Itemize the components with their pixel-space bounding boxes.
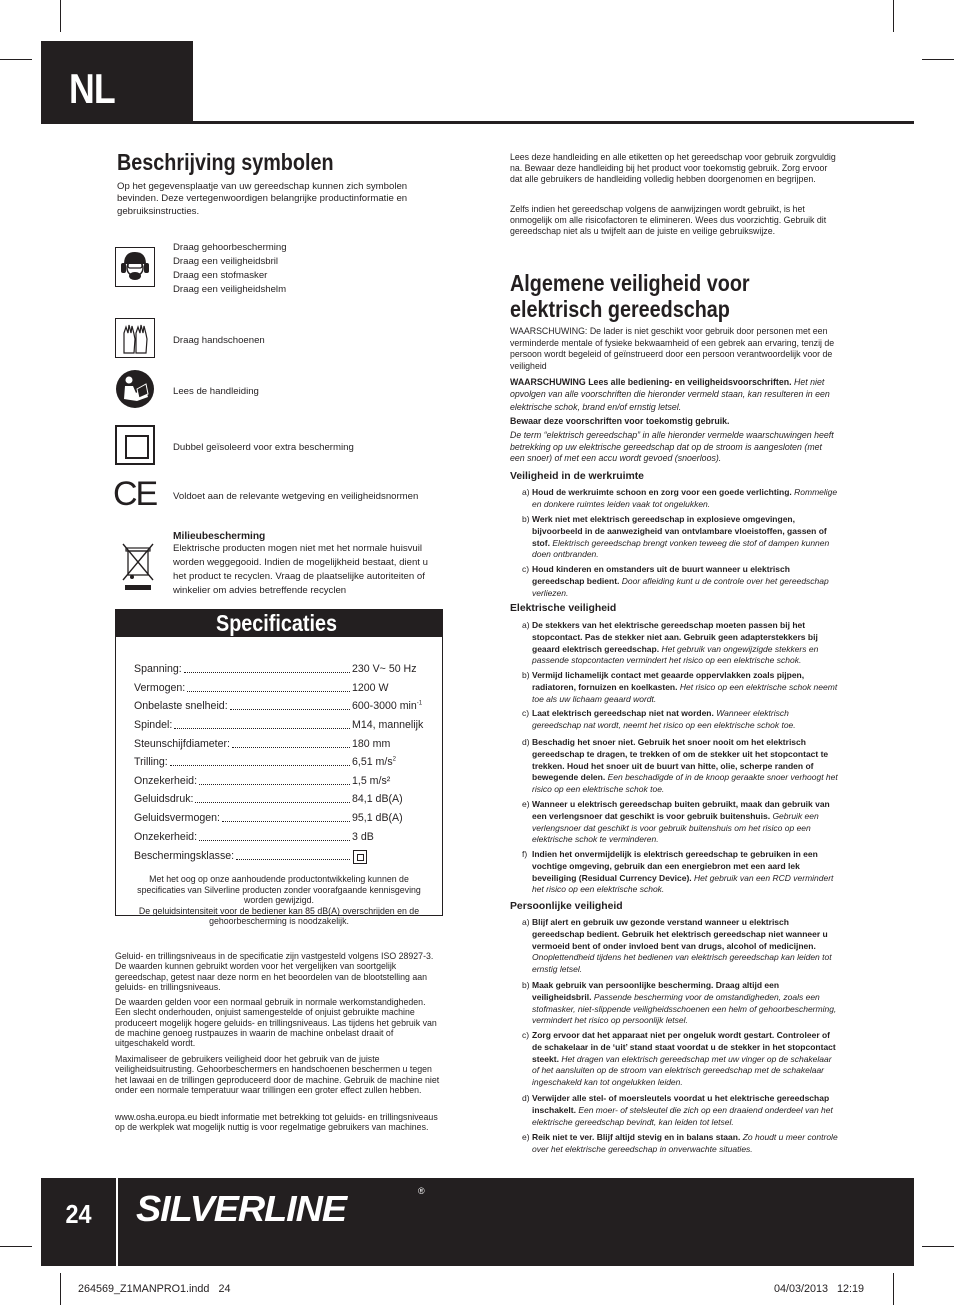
spec-row xyxy=(134,775,434,789)
spec-label: Steunschijfdiameter: xyxy=(134,738,230,750)
section-heading: Elektrische veiligheid xyxy=(510,603,617,614)
item-letter: f) xyxy=(522,849,528,859)
spec-value-text: 600-3000 min xyxy=(352,700,417,712)
crop-mark xyxy=(893,1273,894,1305)
item-reason: Door afleiding kunt u de controle over het gereedschap verliezen. xyxy=(532,575,829,598)
item-rule: Wanneer u elektrisch gereedschap buiten gebruikt, maak dan gebruik van een verlengsnoer dat geschikt is voor gebruik buitenshuis. xyxy=(532,799,830,821)
ppe-list xyxy=(173,241,287,297)
item-rule: Verwijder alle stel- of moersleutels voordat u het elektrische gereedschap inschakelt. xyxy=(532,1093,830,1115)
safety-item xyxy=(510,1093,838,1128)
spec-value-text: 6,51 m/s xyxy=(352,756,393,768)
item-rule: Reik niet te ver. Blijf altijd stevig en in balans staan. xyxy=(532,1132,741,1142)
item-letter: b) xyxy=(522,670,530,680)
spec-label: Geluidsvermogen: xyxy=(134,812,220,824)
spec-note-1: Met het oog op onze aanhoudende productontwikkeling kunnen de specificaties van Silverline producten zonder voorafgaande kennisgeving worden gewijzigd. xyxy=(137,874,421,906)
keep-text: Bewaar deze voorschriften voor toekomstig gebruik. xyxy=(510,416,730,426)
intro-paragraph: Zelfs indien het gereedschap volgens de aanwijzingen wordt gebruikt, is het onmogelijk om alle risicofactoren te elimineren. Wees dus voorzichtig. Gebruik dit gereedschap niet als u twijfelt aan de juiste en veilige gebruikswijze. xyxy=(510,204,827,237)
symbols-intro: Op het gegevensplaatje van uw gereedschap kunnen zich symbolen bevinden. Deze vertegenwoordigen belangrijke productinformatie en gebruiksinstructies. xyxy=(117,181,408,217)
item-rule: Houd kinderen en omstanders uit de buurt wanneer u elektrisch gereedschap bedient. xyxy=(532,564,790,586)
item-letter: c) xyxy=(522,564,530,574)
gloves-icon xyxy=(115,318,155,358)
item-rule: Indien het onvermijdelijk is elektrisch gereedschap te gebruiken in een vochtige omgeving, gebruik dan een energiebron met een aard lek beveiliging (Residual Currency Device). xyxy=(532,849,818,883)
warning-read-all-italic: Het niet opvolgen van alle voorschriften die hieronder vermeld staan, kan resulteren in een elektrische schok, brand en/of ernstig letsel. xyxy=(510,377,830,412)
crop-mark xyxy=(922,59,954,60)
item-reason: Rommelige en donkere ruimtes leiden vaak tot ongelukken. xyxy=(532,487,838,509)
spec-label: Geluidsdruk: xyxy=(134,793,194,805)
item-reason: Het gebruik van ongewijzigde stekkers en passende stopcontacten vermindert het risico op een elektrische schok. xyxy=(532,643,819,666)
item-reason: Het risico op een elektrische schok neemt toe als uw lichaam geaard wordt. xyxy=(532,681,838,704)
spec-row xyxy=(134,831,434,845)
double-insulated-label: Dubbel geïsoleerd voor extra bescherming xyxy=(173,442,354,453)
item-reason: Onoplettendheid tijdens het bedienen van elektrisch gereedschap kan leiden tot ernstig letsel. xyxy=(532,952,832,975)
protection-class-icon xyxy=(353,850,367,864)
spec-value xyxy=(352,831,374,843)
spec-value xyxy=(352,756,396,768)
item-rule: Zorg ervoor dat het apparaat niet per ongeluk wordt gestart. Controleer of de schakelaar in de ‘uit’ stand staat voordat u de stekker in het stopcontact steekt. xyxy=(532,1030,836,1064)
spec-value xyxy=(352,663,417,675)
spec-value-text: 3 dB xyxy=(352,831,374,843)
crop-mark xyxy=(60,0,61,32)
warning-read-all xyxy=(510,376,838,413)
safety-item xyxy=(510,849,838,896)
item-letter: a) xyxy=(522,917,530,927)
safety-item xyxy=(510,917,838,976)
spec-label: Onbelaste snelheid: xyxy=(134,700,228,712)
safety-item xyxy=(510,980,838,1027)
item-rule: Beschadig het snoer niet. Gebruik het snoer nooit om het elektrisch gereedschap te dragen, te trekken of om de stekker uit het stopcontact te trekken. Houd het snoer uit de buurt van hitte, olie, scherpe randen of bewegende delen. xyxy=(532,737,829,783)
spec-row xyxy=(134,738,434,752)
registered-mark: ® xyxy=(418,1186,425,1196)
spec-label: Spindel: xyxy=(134,719,173,731)
left-note: Geluid- en trillingsniveaus in de specificatie zijn vastgesteld volgens ISO 28927-3. De waarden kunnen gebruikt worden voor het vergelijken van soortgelijk gereedschap, getest naar deze norm en het beoordelen van de blootstelling aan geluids- en trillingsniveaus. xyxy=(115,951,434,992)
safety-item xyxy=(510,564,838,599)
spec-leader xyxy=(232,747,350,748)
spec-value xyxy=(352,812,403,824)
section-heading: Veiligheid in de werkruimte xyxy=(510,471,644,482)
ppe-item: Draag een veiligheidshelm xyxy=(173,284,287,295)
slug-date: 04/03/2013 12:19 xyxy=(774,1283,865,1295)
footer-divider xyxy=(116,1178,118,1266)
safety-item xyxy=(510,708,838,732)
ppe-icon xyxy=(115,247,155,287)
spec-note-2: De geluidsintensiteit voor de bediener kan 85 dB(A) overschrijden en de gehoorbescherming is noodzakelijk. xyxy=(138,905,420,927)
crop-mark xyxy=(0,1246,32,1247)
spec-row xyxy=(134,812,434,826)
spec-leader xyxy=(187,691,350,692)
item-letter: a) xyxy=(522,620,530,630)
crop-mark xyxy=(60,1273,61,1305)
left-note: De waarden gelden voor een normaal gebruik in normale werkomstandigheden. Een slecht onderhouden, onjuist samengestelde of onjuist gebruikte machine produceert mogelijk hogere geluids- en trillingsniveaus. Las tijdens het gebruik van de machine genoeg rustpauzes in waarin de machine onbelast draait of uitgeschakeld wordt. xyxy=(115,997,437,1049)
left-note: www.osha.europa.eu biedt informatie met betrekking tot geluids- en trillingsniveaus op de werkplek wat mogelijk nuttig is voor regelmatige gebruikers van machines. xyxy=(115,1112,438,1133)
item-rule: Houd de werkruimte schoon en zorg voor een goede verlichting. xyxy=(532,487,792,497)
spec-value xyxy=(352,719,423,731)
item-letter: b) xyxy=(522,980,530,990)
spec-value xyxy=(352,793,403,805)
double-insulation-icon xyxy=(115,425,155,465)
spec-value xyxy=(352,700,422,712)
spec-row xyxy=(134,756,434,770)
spec-value-text: 230 V~ 50 Hz xyxy=(352,663,417,675)
item-rule: Werk niet met elektrisch gereedschap in explosieve omgevingen, bijvoorbeeld in de aanwezigheid van ontvlambare vloeistoffen, gassen of stof. xyxy=(532,514,827,548)
spec-value xyxy=(352,738,390,750)
left-note: Maximaliseer de gebruikers veiligheid door het gebruik van de juiste veiligheidsuitrusting. Gehoorbeschermers en handschoenen beschermen u tegen het lawaai en de trillingen geproduceerd door de machine. Gebruik de machine niet onder een normale temperatuur waar trillingen een groter effect zullen hebben. xyxy=(115,1054,440,1095)
term-definition xyxy=(510,430,838,465)
spec-row xyxy=(134,682,434,696)
environment-title: Milieubescherming xyxy=(173,531,266,542)
spec-label: Spanning: xyxy=(134,663,182,675)
specifications-note xyxy=(128,874,430,927)
environment-text: Elektrische producten mogen niet met het normale huisvuil worden weggegooid. Indien de mogelijkheid bestaat, dient u het product te recyclen. Vraag de plaatselijke autoriteiten of winkelier om advies betreffende recyclen xyxy=(173,543,428,596)
item-rule: Blijf alert en gebruik uw gezonde verstand wanneer u elektrisch gereedschap bedient. Gebruik het elektrisch gereedschap niet wanneer u vermoeid bent of onder invloed bent van drugs, alcohol of medicijnen. xyxy=(532,917,828,951)
environment-block xyxy=(173,531,443,598)
crop-mark xyxy=(0,59,32,60)
language-tab xyxy=(41,41,193,124)
item-reason: Het gebruik van een RCD vermindert het risico op een elektrische schok. xyxy=(532,872,834,895)
section-heading: Persoonlijke veiligheid xyxy=(510,901,623,912)
crop-mark xyxy=(922,1246,954,1247)
page-number: 24 xyxy=(65,1199,92,1229)
silverline-logo: SILVERLINE xyxy=(136,1188,347,1229)
item-reason: Wanneer elektrisch gereedschap nat wordt, neemt het risico op een elektrische schok toe. xyxy=(532,708,796,730)
safety-item xyxy=(510,1132,838,1156)
crop-mark xyxy=(893,0,894,32)
spec-value xyxy=(352,775,390,787)
spec-row xyxy=(134,793,434,807)
footer-bar xyxy=(41,1178,914,1266)
item-letter: a) xyxy=(522,487,530,497)
item-rule: Maak gebruik van persoonlijke bescherming. Draag altijd een veiligheidsbril. xyxy=(532,980,780,1002)
ce-label: Voldoet aan de relevante wetgeving en veiligheidsnormen xyxy=(173,491,419,502)
spec-value-sup: -1 xyxy=(416,700,423,707)
item-letter: e) xyxy=(522,1132,530,1142)
spec-row xyxy=(134,700,434,714)
item-rule: De stekkers van het elektrische gereedschap moeten passen bij het stopcontact. Pas de stekker niet aan. Gebruik geen adapterstekkers bij geaard elektrisch gereedschap. xyxy=(532,620,818,654)
safety-item xyxy=(510,620,838,667)
weee-bin-icon xyxy=(121,542,155,592)
item-letter: e) xyxy=(522,799,530,809)
ppe-item: Draag een stofmasker xyxy=(173,270,268,281)
item-reason: Gebruik een verlengsnoer dat geschikt is voor gebruik buitenshuis om het risico op een elektrische schok te verminderen. xyxy=(532,810,819,845)
specifications-header xyxy=(115,609,443,637)
warning-read-all-bold: WAARSCHUWING Lees alle bediening- en veiligheidsvoorschriften. xyxy=(510,377,792,387)
ppe-item: Draag een veiligheidsbril xyxy=(173,256,279,267)
read-manual-icon xyxy=(115,369,155,409)
spec-row xyxy=(134,663,434,677)
slug-file: 264569_Z1MANPRO1.indd 24 xyxy=(78,1283,231,1295)
intro-paragraph: Lees deze handleiding en alle etiketten op het gereedschap voor gebruik zorgvuldig na. Bewaar deze handleiding bij het product voor toekomstig gebruik. Zorg ervoor dat alle gebruikers de handleiding volledig hebben doorgenomen en begrijpen. xyxy=(510,152,836,185)
item-letter: c) xyxy=(522,708,530,718)
item-reason: Een moer- of stelsleutel die zich op een draaiend onderdeel van het elektrische gereedschap bevindt, kan leiden tot letsel. xyxy=(532,1104,833,1127)
spec-row xyxy=(134,719,434,733)
spec-leader xyxy=(199,784,350,785)
spec-value-text: 1,5 m/s² xyxy=(352,775,391,787)
spec-leader xyxy=(199,840,350,841)
spec-leader xyxy=(195,802,350,803)
spec-leader xyxy=(230,709,350,710)
spec-row xyxy=(134,850,434,864)
spec-label: Trilling: xyxy=(134,756,168,768)
gloves-label: Draag handschoenen xyxy=(173,335,265,346)
safety-title: Algemene veiligheid voor elektrisch gereedschap xyxy=(510,270,750,322)
specifications-title: Specificaties xyxy=(216,610,337,636)
spec-leader xyxy=(174,728,350,729)
item-reason: Passende bescherming voor de omstandigheden, zoals een stofmasker, niet-slippende veiligheidsschoenen een helm of gehoorbescherming, vermindert het risico op persoonlijk letsel. xyxy=(532,991,837,1026)
header-rule xyxy=(193,121,914,124)
safety-item xyxy=(510,799,838,846)
spec-label: Beschermingsklasse: xyxy=(134,850,235,862)
symbols-title: Beschrijving symbolen xyxy=(117,149,334,175)
safety-item xyxy=(510,487,838,511)
item-reason: Elektrisch gereedschap brengt vonken teweeg die stof of dampen kunnen doen ontbranden. xyxy=(532,537,830,560)
spec-value-text: M14, mannelijk xyxy=(352,719,424,731)
item-reason: Het dragen van elektrisch gereedschap met uw vinger op de schakelaar of het aansluiten op de stroom van elektrisch gereedschap met de schakelaar ingeschakeld kan tot ongelukken leiden. xyxy=(532,1053,832,1088)
spec-value-sup: 2 xyxy=(392,756,396,763)
spec-value xyxy=(352,682,389,694)
spec-leader xyxy=(222,821,350,822)
item-rule: Vermijd lichamelijk contact met geaarde oppervlakken zoals pijpen, radiatoren, fornuizen en koelkasten. xyxy=(532,670,805,692)
spec-label: Onzekerheid: xyxy=(134,831,198,843)
spec-value-text: 95,1 dB(A) xyxy=(352,812,403,824)
item-reason: Een beschadigde of in de knoop geraakte snoer verhoogt het risico op een elektrische schok toe. xyxy=(532,772,838,795)
manual-label: Lees de handleiding xyxy=(173,386,259,397)
item-letter: d) xyxy=(522,1093,530,1103)
spec-value-text: 84,1 dB(A) xyxy=(352,793,403,805)
ce-mark-icon: CE xyxy=(113,475,157,513)
spec-value-text: 1200 W xyxy=(352,682,389,694)
item-letter: b) xyxy=(522,514,530,524)
item-rule: Laat elektrisch gereedschap niet nat worden. xyxy=(532,708,714,718)
safety-item xyxy=(510,670,838,705)
spec-label: Onzekerheid: xyxy=(134,775,198,787)
ppe-item: Draag gehoorbescherming xyxy=(173,242,287,253)
safety-item xyxy=(510,737,838,796)
item-letter: d) xyxy=(522,737,530,747)
item-reason: Zo houdt u meer controle over het elektrische gereedschap in onverwachte situaties. xyxy=(532,1132,838,1154)
safety-item xyxy=(510,1030,838,1089)
spec-leader xyxy=(170,765,350,766)
warning-charger: WAARSCHUWING: De lader is niet geschikt voor gebruik door personen met een verminderde mentale of fysieke bekwaamheid of een gebrek aan ervaring, tenzij de persoon wordt begeleid of geïnstrueerd door een persoon verantwoordelijk voor de veiligheid xyxy=(510,326,835,371)
keep-instructions xyxy=(510,416,838,428)
spec-label: Vermogen: xyxy=(134,682,186,694)
spec-leader xyxy=(184,672,350,673)
item-letter: c) xyxy=(522,1030,530,1040)
safety-item xyxy=(510,514,838,561)
spec-leader xyxy=(236,859,350,860)
term-text: De term “elektrisch gereedschap” in alle hieronder vermelde waarschuwingen heeft betrekking op uw elektrische gereedschap dat op de stroom is aangesloten (met een snoer) of met een accu wordt gevoed (snoerloos). xyxy=(510,430,834,464)
language-code: NL xyxy=(69,65,115,112)
spec-value-text: 180 mm xyxy=(352,738,391,750)
